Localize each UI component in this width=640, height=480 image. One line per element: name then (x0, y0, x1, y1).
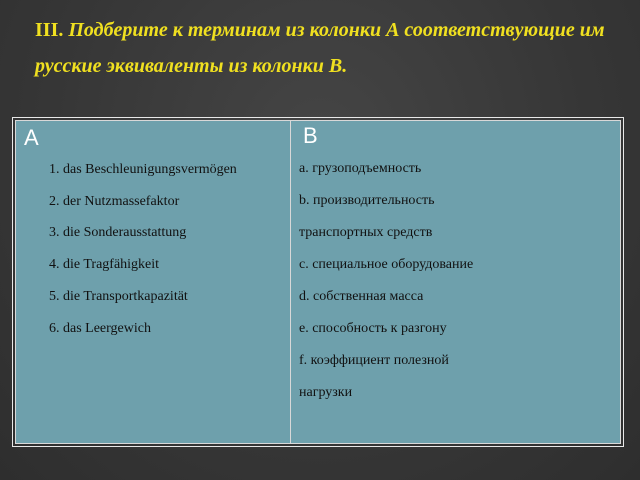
list-item-continuation: транспортных средств (299, 225, 433, 240)
column-b-list (299, 153, 619, 409)
list-item: c. специальное оборудование (299, 257, 474, 272)
exercise-number: III. (35, 19, 64, 41)
list-item: 1. das Beschleunigungsvermögen (49, 162, 237, 177)
list-item: d. собственная масса (299, 289, 424, 304)
matching-table (12, 117, 624, 447)
list-item: 4. die Tragfähigkeit (49, 257, 160, 272)
column-a-list (49, 159, 284, 350)
list-item: b. производительность (299, 193, 435, 208)
matching-table-body (15, 120, 621, 444)
exercise-title (35, 12, 615, 84)
list-item: 6. das Leergewich (49, 321, 151, 336)
column-b (291, 121, 620, 443)
list-item: 2. der Nutzmassefaktor (49, 194, 180, 209)
list-item: a. грузоподъемность (299, 161, 422, 176)
list-item: 5. die Transportkapazität (49, 289, 188, 304)
exercise-instruction: Подберите к терминам из колонки А соответствующие им русские эквиваленты из колонки В. (35, 19, 605, 77)
list-item: f. коэффициент полезной (299, 353, 449, 368)
column-a-header: А (24, 125, 39, 150)
list-item-continuation: нагрузки (299, 385, 353, 400)
column-a (16, 121, 291, 443)
list-item: 3. die Sonderausstattung (49, 225, 187, 240)
column-b-header: В (303, 123, 318, 148)
list-item: e. способность к разгону (299, 321, 447, 336)
